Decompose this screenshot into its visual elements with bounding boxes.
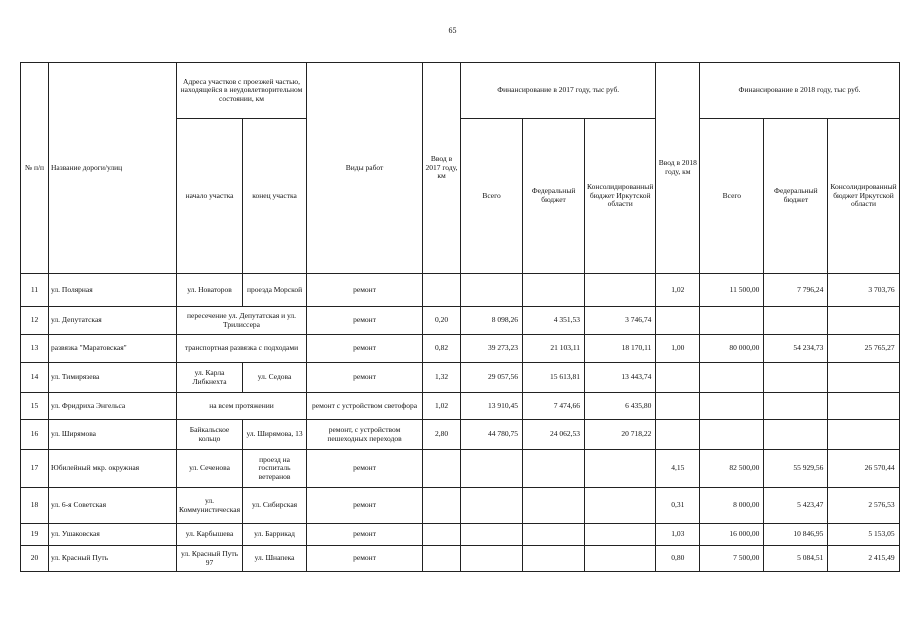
cell-consolidated-2017: 3 746,74	[585, 307, 656, 335]
cell-consolidated-2018: 3 703,76	[828, 274, 899, 307]
cell-start: ул. Новаторов	[177, 274, 243, 307]
header-end: конец участка	[243, 119, 307, 274]
cell-end: ул. Сибирская	[243, 488, 307, 524]
cell-intro-2018	[656, 363, 700, 393]
table-row	[21, 393, 900, 420]
cell-total-2018: 80 000,00	[700, 335, 764, 363]
cell-intro-2018: 1,03	[656, 524, 700, 546]
header-name: Название дороги/улиц	[49, 63, 177, 274]
cell-federal-2018	[764, 393, 828, 420]
cell-federal-2018: 5 423,47	[764, 488, 828, 524]
cell-federal-2018: 5 084,51	[764, 546, 828, 572]
cell-name: ул. 6-я Советская	[49, 488, 177, 524]
header-federal-2017: Федеральный бюджет	[523, 119, 585, 274]
cell-name: Юбилейный мкр. окружная	[49, 450, 177, 488]
cell-total-2017	[461, 488, 523, 524]
cell-name: ул. Депутатская	[49, 307, 177, 335]
cell-works: ремонт	[307, 363, 423, 393]
cell-consolidated-2017: 18 170,11	[585, 335, 656, 363]
cell-intro-2017: 1,02	[423, 393, 461, 420]
cell-num: 11	[21, 274, 49, 307]
cell-start: ул. Карбышева	[177, 524, 243, 546]
cell-total-2018	[700, 420, 764, 450]
cell-intro-2017	[423, 524, 461, 546]
cell-intro-2018	[656, 307, 700, 335]
cell-num: 13	[21, 335, 49, 363]
cell-total-2018	[700, 363, 764, 393]
cell-name: ул. Фридриха Энгельса	[49, 393, 177, 420]
cell-works: ремонт	[307, 335, 423, 363]
table-row	[21, 488, 900, 524]
cell-intro-2018	[656, 393, 700, 420]
header-address-group: Адреса участков с проезжей частью, находящейся в неудовлетворительном состоянии, км	[177, 63, 307, 119]
header-intro-2017: Ввод в 2017 году, км	[423, 63, 461, 274]
cell-federal-2017	[523, 546, 585, 572]
cell-consolidated-2018	[828, 363, 899, 393]
cell-start: ул. Сеченова	[177, 450, 243, 488]
header-num: № п/п	[21, 63, 49, 274]
cell-federal-2017: 24 062,53	[523, 420, 585, 450]
header-intro-2018: Ввод в 2018 году, км	[656, 63, 700, 274]
header-total-2018: Всего	[700, 119, 764, 274]
cell-end: ул. Седова	[243, 363, 307, 393]
cell-end: ул. Шнапека	[243, 546, 307, 572]
cell-end: проезда Морской	[243, 274, 307, 307]
cell-intro-2017	[423, 450, 461, 488]
cell-federal-2017: 4 351,53	[523, 307, 585, 335]
cell-works: ремонт	[307, 307, 423, 335]
table-row	[21, 524, 900, 546]
cell-intro-2018: 1,00	[656, 335, 700, 363]
cell-name: развязка "Маратовская"	[49, 335, 177, 363]
cell-federal-2017: 7 474,66	[523, 393, 585, 420]
cell-consolidated-2017: 13 443,74	[585, 363, 656, 393]
table-row	[21, 335, 900, 363]
cell-federal-2017	[523, 274, 585, 307]
header-consolidated-2017: Консолидированный бюджет Иркутской области	[585, 119, 656, 274]
cell-consolidated-2017	[585, 488, 656, 524]
cell-total-2018: 11 500,00	[700, 274, 764, 307]
cell-address-span: на всем протяжении	[177, 393, 307, 420]
header-consolidated-2018: Консолидированный бюджет Иркутской области	[828, 119, 899, 274]
header-start: начало участка	[177, 119, 243, 274]
cell-federal-2018	[764, 363, 828, 393]
cell-intro-2017: 0,82	[423, 335, 461, 363]
cell-total-2017: 44 780,75	[461, 420, 523, 450]
cell-intro-2018: 1,02	[656, 274, 700, 307]
header-financing-2018: Финансирование в 2018 году, тыс руб.	[700, 63, 899, 119]
cell-name: ул. Тимирязева	[49, 363, 177, 393]
cell-consolidated-2017	[585, 274, 656, 307]
cell-address-span: пересечение ул. Депутатская и ул. Трилиссера	[177, 307, 307, 335]
cell-works: ремонт	[307, 450, 423, 488]
cell-federal-2018	[764, 420, 828, 450]
cell-consolidated-2017	[585, 524, 656, 546]
cell-num: 20	[21, 546, 49, 572]
table-row	[21, 420, 900, 450]
cell-works: ремонт	[307, 546, 423, 572]
cell-consolidated-2017	[585, 546, 656, 572]
cell-num: 12	[21, 307, 49, 335]
cell-total-2017	[461, 450, 523, 488]
cell-intro-2018	[656, 420, 700, 450]
cell-total-2017	[461, 274, 523, 307]
cell-consolidated-2018	[828, 393, 899, 420]
cell-end: ул. Баррикад	[243, 524, 307, 546]
cell-start: ул. Коммунистическая	[177, 488, 243, 524]
cell-total-2018	[700, 307, 764, 335]
cell-intro-2017	[423, 488, 461, 524]
header-total-2017: Всего	[461, 119, 523, 274]
cell-works: ремонт	[307, 524, 423, 546]
cell-consolidated-2018: 2 415,49	[828, 546, 899, 572]
cell-total-2017: 29 057,56	[461, 363, 523, 393]
cell-total-2018: 82 500,00	[700, 450, 764, 488]
cell-name: ул. Красный Путь	[49, 546, 177, 572]
cell-total-2018: 16 000,00	[700, 524, 764, 546]
cell-num: 16	[21, 420, 49, 450]
cell-total-2017	[461, 524, 523, 546]
cell-federal-2018	[764, 307, 828, 335]
table-row	[21, 363, 900, 393]
header-financing-2017: Финансирование в 2017 году, тыс руб.	[461, 63, 656, 119]
cell-total-2017: 8 098,26	[461, 307, 523, 335]
cell-consolidated-2018: 26 570,44	[828, 450, 899, 488]
cell-name: ул. Полярная	[49, 274, 177, 307]
cell-intro-2018: 4,15	[656, 450, 700, 488]
cell-consolidated-2017	[585, 450, 656, 488]
cell-works: ремонт, с устройством пешеходных переходов	[307, 420, 423, 450]
cell-works: ремонт	[307, 274, 423, 307]
page-number: 65	[448, 26, 457, 35]
table-row	[21, 274, 900, 307]
cell-total-2017: 39 273,23	[461, 335, 523, 363]
cell-num: 15	[21, 393, 49, 420]
cell-num: 17	[21, 450, 49, 488]
cell-federal-2018: 10 846,95	[764, 524, 828, 546]
cell-works: ремонт	[307, 488, 423, 524]
cell-consolidated-2018: 2 576,53	[828, 488, 899, 524]
cell-federal-2018: 55 929,56	[764, 450, 828, 488]
cell-num: 19	[21, 524, 49, 546]
cell-start: ул. Карла Либкнехта	[177, 363, 243, 393]
cell-name: ул. Ширямова	[49, 420, 177, 450]
cell-total-2018: 8 000,00	[700, 488, 764, 524]
cell-total-2018: 7 500,00	[700, 546, 764, 572]
cell-total-2017: 13 910,45	[461, 393, 523, 420]
cell-start: ул. Красный Путь 97	[177, 546, 243, 572]
road-financing-table	[20, 62, 900, 572]
cell-num: 14	[21, 363, 49, 393]
cell-end: ул. Ширямова, 13	[243, 420, 307, 450]
cell-consolidated-2017: 6 435,80	[585, 393, 656, 420]
cell-total-2017	[461, 546, 523, 572]
cell-intro-2017	[423, 546, 461, 572]
cell-federal-2017	[523, 524, 585, 546]
cell-federal-2018: 54 234,73	[764, 335, 828, 363]
cell-num: 18	[21, 488, 49, 524]
cell-intro-2017: 0,20	[423, 307, 461, 335]
cell-intro-2017: 2,80	[423, 420, 461, 450]
cell-intro-2017: 1,32	[423, 363, 461, 393]
cell-federal-2018: 7 796,24	[764, 274, 828, 307]
cell-start: Байкальское кольцо	[177, 420, 243, 450]
cell-consolidated-2018: 5 153,05	[828, 524, 899, 546]
cell-total-2018	[700, 393, 764, 420]
table-row	[21, 450, 900, 488]
cell-consolidated-2018	[828, 420, 899, 450]
table-row	[21, 546, 900, 572]
cell-consolidated-2018	[828, 307, 899, 335]
cell-address-span: транспортная развязка с подходами	[177, 335, 307, 363]
cell-intro-2017	[423, 274, 461, 307]
cell-intro-2018: 0,31	[656, 488, 700, 524]
cell-consolidated-2017: 20 718,22	[585, 420, 656, 450]
cell-intro-2018: 0,80	[656, 546, 700, 572]
table-row	[21, 307, 900, 335]
cell-federal-2017	[523, 488, 585, 524]
cell-name: ул. Ушаковская	[49, 524, 177, 546]
cell-federal-2017: 21 103,11	[523, 335, 585, 363]
cell-federal-2017	[523, 450, 585, 488]
cell-consolidated-2018: 25 765,27	[828, 335, 899, 363]
cell-works: ремонт с устройством светофора	[307, 393, 423, 420]
header-federal-2018: Федеральный бюджет	[764, 119, 828, 274]
cell-federal-2017: 15 613,81	[523, 363, 585, 393]
header-works: Виды работ	[307, 63, 423, 274]
cell-end: проезд на госпиталь ветеранов	[243, 450, 307, 488]
